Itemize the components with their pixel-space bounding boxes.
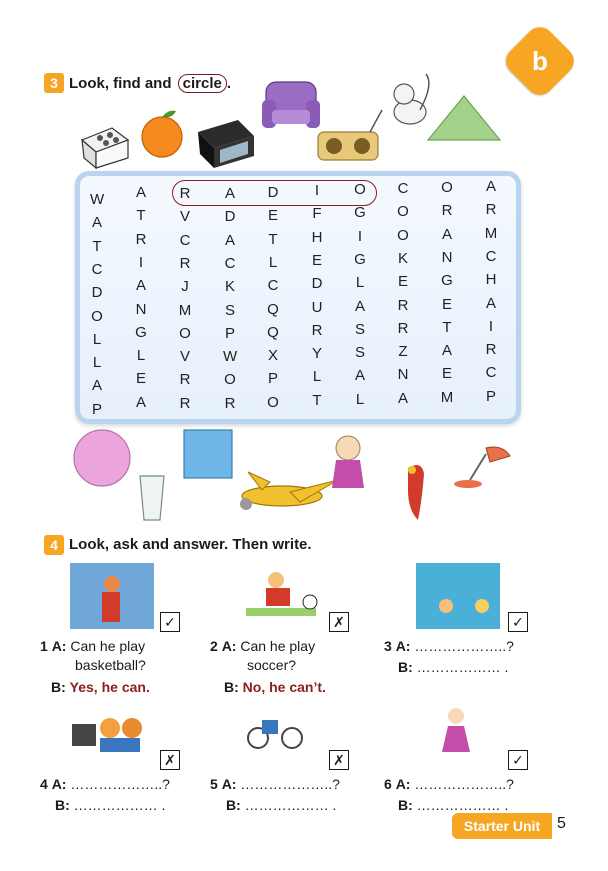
a-text: Can he play <box>240 638 316 654</box>
picture-swimming <box>416 563 500 629</box>
wordsearch-letter[interactable]: A <box>135 393 146 411</box>
instruction-text: Look, find and <box>69 75 172 92</box>
wordsearch-grid <box>80 176 516 419</box>
wordsearch-letter[interactable]: I <box>314 182 320 199</box>
wordsearch-letter[interactable]: C <box>224 254 236 272</box>
wordsearch-letter[interactable]: H <box>485 271 497 289</box>
wordsearch-letter[interactable]: V <box>179 208 190 226</box>
wordsearch-letter[interactable]: L <box>136 347 146 365</box>
exercise-4-number: 4 <box>44 535 64 555</box>
b-text[interactable]: ……………… . <box>416 659 509 675</box>
a-text: Can he play <box>70 638 146 654</box>
wordsearch-letter[interactable]: D <box>267 184 279 201</box>
wordsearch-letter[interactable]: R <box>441 202 453 220</box>
armchair-picture <box>262 82 320 128</box>
wordsearch-letter[interactable]: Z <box>398 343 408 361</box>
wordsearch-letter[interactable]: O <box>224 371 236 389</box>
wordsearch-letter[interactable]: Q <box>267 323 279 341</box>
unit-tab: Starter Unit <box>452 813 552 839</box>
b-text: No, he can’t. <box>242 679 326 695</box>
b-label: B: <box>55 797 70 813</box>
wordsearch-letter[interactable]: P <box>224 324 235 342</box>
wordsearch-letter[interactable]: O <box>397 203 409 221</box>
exercise-3-number: 3 <box>44 73 64 93</box>
corner-badge-letter: b <box>532 45 548 76</box>
instruction-circle-word: circle <box>178 74 227 93</box>
wordsearch-letter[interactable]: D <box>224 208 236 226</box>
a-label: A: <box>221 776 237 792</box>
a-text[interactable]: ………………..? <box>240 776 340 792</box>
wordsearch-letter[interactable]: S <box>224 301 235 319</box>
b-label: B: <box>398 797 413 813</box>
wordsearch-letter[interactable]: R <box>179 371 191 389</box>
b-label: B: <box>398 659 413 675</box>
answer-4 <box>55 797 165 813</box>
question-number: 5 <box>210 776 218 792</box>
wordsearch-letter[interactable]: K <box>224 278 235 296</box>
triangle-picture <box>428 96 500 140</box>
wordsearch-letter[interactable]: E <box>135 370 146 388</box>
b-text[interactable]: ……………… . <box>416 797 509 813</box>
wordsearch-letter[interactable]: O <box>441 179 453 196</box>
wordsearch-letter[interactable]: P <box>485 387 496 405</box>
wordsearch-letter[interactable]: T <box>92 237 102 255</box>
a-label: A: <box>51 776 67 792</box>
tick-box-6[interactable]: ✓ <box>508 750 528 770</box>
picture-girl-dancing <box>442 708 470 752</box>
wordsearch-letter[interactable]: I <box>488 317 494 335</box>
b-text[interactable]: ……………… . <box>244 797 337 813</box>
question-2 <box>210 638 315 654</box>
wordsearch-letter[interactable]: E <box>441 295 452 313</box>
wordsearch-letter[interactable]: R <box>179 394 191 412</box>
b-label: B: <box>226 797 241 813</box>
wordsearch-letter[interactable]: W <box>90 191 105 208</box>
parrot-picture <box>408 465 424 520</box>
wordsearch-letter[interactable]: C <box>179 231 191 249</box>
question-number: 4 <box>40 776 48 792</box>
b-label: B: <box>51 679 66 695</box>
wordsearch-letter[interactable]: C <box>485 247 497 265</box>
wordsearch-letter[interactable]: T <box>136 207 146 225</box>
wordsearch-letter[interactable]: H <box>311 228 323 246</box>
wordsearch-letter[interactable]: Q <box>267 300 279 318</box>
b-text: Yes, he can. <box>69 679 150 695</box>
wordsearch-letter[interactable]: A <box>441 342 452 360</box>
wordsearch-letter[interactable]: N <box>441 248 453 266</box>
wordsearch-letter[interactable]: E <box>441 365 452 383</box>
lamp-picture <box>454 447 510 488</box>
wordsearch-letter[interactable]: A <box>397 389 408 407</box>
wordsearch-letter[interactable]: O <box>179 324 191 342</box>
cooker-picture <box>82 128 128 168</box>
wordsearch-letter[interactable]: D <box>311 275 323 293</box>
wordsearch-letter[interactable]: L <box>355 390 365 408</box>
question-5 <box>210 776 340 792</box>
wordsearch-letter[interactable]: N <box>397 366 409 384</box>
wordsearch-letter[interactable]: A <box>135 184 146 201</box>
wordsearch-letter[interactable]: M <box>178 301 192 319</box>
wordsearch-letter[interactable]: P <box>91 400 102 418</box>
wordsearch-letter[interactable]: O <box>267 393 279 411</box>
page-number: 5 <box>557 815 566 832</box>
wordsearch-letter[interactable]: L <box>92 330 102 348</box>
wordsearch-letter[interactable]: C <box>397 180 409 197</box>
question-number: 3 <box>384 638 392 654</box>
wordsearch-letter[interactable]: G <box>441 272 453 290</box>
wordsearch-letter[interactable]: I <box>357 227 363 245</box>
wordsearch-letter[interactable]: A <box>441 225 452 243</box>
wordsearch-letter[interactable]: L <box>355 274 365 292</box>
wordsearch-letter[interactable]: R <box>397 319 409 337</box>
wordsearch-letter[interactable]: N <box>135 300 147 318</box>
picture-tv-watching <box>72 718 142 752</box>
wordsearch-letter[interactable]: F <box>312 205 322 223</box>
wordsearch-letter[interactable]: A <box>224 185 235 202</box>
a-text[interactable]: ………………..? <box>70 776 170 792</box>
wordsearch-letter[interactable]: A <box>354 367 365 385</box>
wordsearch-letter[interactable]: E <box>397 273 408 291</box>
wordsearch-letter[interactable]: C <box>485 364 497 382</box>
answer-3 <box>398 659 508 675</box>
plane-picture <box>240 472 338 510</box>
question-number: 6 <box>384 776 392 792</box>
wordsearch-letter[interactable]: L <box>312 368 322 386</box>
question-1 <box>40 638 145 654</box>
wordsearch-letter[interactable]: Y <box>311 345 322 363</box>
wordsearch-letter[interactable]: A <box>485 294 496 312</box>
question-3 <box>384 638 514 654</box>
wordsearch-letter[interactable]: T <box>312 391 322 409</box>
cat-picture <box>394 74 429 124</box>
wordsearch-letter[interactable]: A <box>91 377 102 395</box>
wordsearch-letter[interactable]: J <box>181 278 189 296</box>
wordsearch-letter[interactable]: T <box>442 318 452 336</box>
instruction-period: . <box>226 75 232 92</box>
question-1-line-2: basketball? <box>75 657 146 673</box>
tick-box-3[interactable]: ✓ <box>508 612 528 632</box>
wordsearch-letter[interactable]: I <box>138 253 144 271</box>
circle-picture <box>74 430 130 486</box>
wordsearch-letter[interactable]: S <box>354 320 365 338</box>
wordsearch-letter[interactable]: R <box>179 185 191 202</box>
wordsearch-letter[interactable]: M <box>440 388 454 406</box>
wordsearch-letter[interactable]: P <box>267 370 278 388</box>
question-4 <box>40 776 170 792</box>
answer-5 <box>226 797 336 813</box>
wordsearch-letter[interactable]: E <box>267 207 278 225</box>
wordsearch-letter[interactable]: R <box>485 201 497 219</box>
wordsearch-letter[interactable]: D <box>91 284 103 302</box>
wordsearch-letter[interactable]: V <box>179 348 190 366</box>
wordsearch-letter[interactable]: R <box>485 341 497 359</box>
wordsearch-letter[interactable]: C <box>91 260 103 278</box>
tick-box-1[interactable]: ✓ <box>160 612 180 632</box>
orange-picture <box>142 111 182 157</box>
wordsearch-letter[interactable]: L <box>92 354 102 372</box>
radio-picture <box>318 110 382 160</box>
wordsearch-letter[interactable]: A <box>135 277 146 295</box>
wordsearch-letter[interactable]: T <box>268 230 278 248</box>
middle-picture-row <box>0 420 608 530</box>
wordsearch-letter[interactable]: R <box>311 321 323 339</box>
tick-box-4[interactable]: ✗ <box>160 750 180 770</box>
wordsearch-letter[interactable]: O <box>354 181 366 198</box>
wordsearch-letter[interactable]: U <box>311 298 323 316</box>
tv-picture <box>198 120 254 168</box>
wordsearch-letter[interactable]: R <box>397 296 409 314</box>
wordsearch-letter[interactable]: M <box>484 224 498 242</box>
answer-2 <box>224 679 326 695</box>
question-2-line-2: soccer? <box>247 657 297 673</box>
picture-cycling <box>248 720 302 748</box>
picture-soccer <box>246 572 317 616</box>
a-label: A: <box>395 638 411 654</box>
wordsearch-letter[interactable]: C <box>267 277 279 295</box>
wordsearch-letter[interactable]: G <box>354 204 366 222</box>
a-label: A: <box>221 638 237 654</box>
question-6 <box>384 776 514 792</box>
wordsearch-letter[interactable]: G <box>354 250 366 268</box>
exercise-4-instruction: Look, ask and answer. Then write. <box>69 536 312 553</box>
top-picture-row <box>0 40 608 170</box>
wordsearch-letter[interactable]: W <box>223 348 238 366</box>
wordsearch-letter[interactable]: O <box>91 307 103 325</box>
wordsearch-letter[interactable]: X <box>267 347 278 365</box>
wordsearch-letter[interactable]: L <box>268 253 278 271</box>
wordsearch-letter[interactable]: A <box>485 178 496 195</box>
wordsearch-letter[interactable]: G <box>135 323 147 341</box>
tick-box-2[interactable]: ✗ <box>329 612 349 632</box>
b-text[interactable]: ……………… . <box>73 797 166 813</box>
wordsearch-letter[interactable]: K <box>397 249 408 267</box>
wordsearch-letter[interactable]: R <box>224 394 236 412</box>
a-text[interactable]: ………………..? <box>414 638 514 654</box>
a-label: A: <box>395 776 411 792</box>
a-text[interactable]: ………………..? <box>414 776 514 792</box>
wordsearch-letter[interactable]: R <box>135 230 147 248</box>
tick-box-5[interactable]: ✗ <box>329 750 349 770</box>
glass-picture <box>140 476 164 520</box>
doll-picture <box>332 436 364 488</box>
wordsearch-letter[interactable]: A <box>354 297 365 315</box>
b-label: B: <box>224 679 239 695</box>
wordsearch-letter[interactable]: E <box>311 251 322 269</box>
picture-basketball <box>70 563 154 629</box>
wordsearch-letter[interactable]: S <box>354 344 365 362</box>
wordsearch-letter[interactable]: R <box>179 254 191 272</box>
wordsearch-letter[interactable]: A <box>91 214 102 232</box>
wordsearch-letter[interactable]: A <box>224 231 235 249</box>
wordsearch-letter[interactable]: O <box>397 226 409 244</box>
question-number: 1 <box>40 638 48 654</box>
a-label: A: <box>51 638 67 654</box>
answer-1 <box>51 679 150 695</box>
square-picture <box>184 430 232 478</box>
answer-6 <box>398 797 508 813</box>
question-number: 2 <box>210 638 218 654</box>
